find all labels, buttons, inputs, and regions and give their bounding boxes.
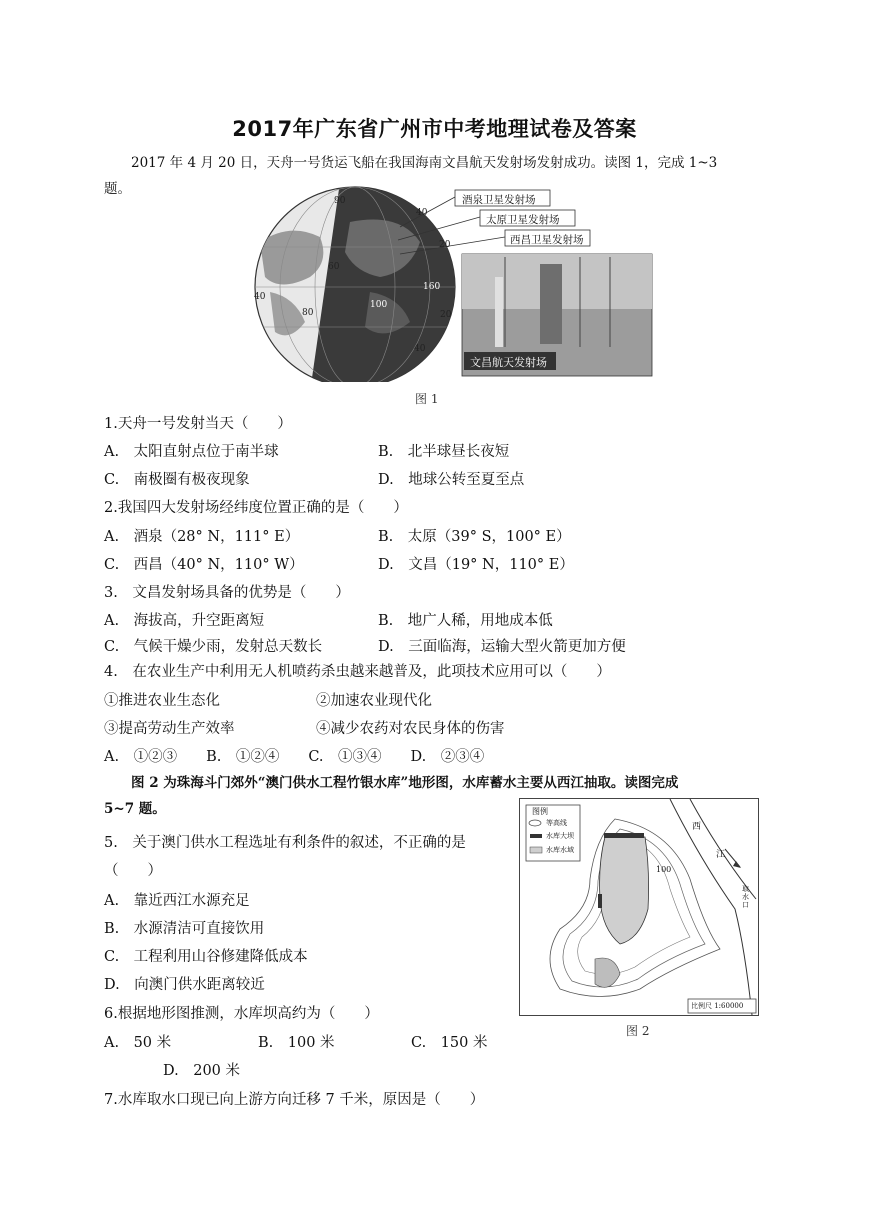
q4-item-4: ④减少农药对农民身体的伤害	[316, 721, 505, 737]
q1-option-a: A. 太阳直射点位于南半球	[104, 444, 279, 460]
figure-1-caption: 图 1	[415, 392, 439, 406]
globe-number: 40	[414, 344, 426, 354]
q6-option-c: C. 150 米	[411, 1035, 488, 1051]
intake-label: 取水口	[742, 885, 749, 909]
globe-number: 40	[416, 208, 428, 218]
q5-option-b: B. 水源清洁可直接饮用	[104, 921, 265, 937]
figure-2-caption: 图 2	[626, 1024, 650, 1038]
q6-option-a: A. 50 米	[104, 1035, 172, 1051]
q4-item-3: ③提高劳动生产效率	[104, 721, 235, 737]
q4-item-1: ①推进农业生态化	[104, 693, 220, 709]
q5-option-a: A. 靠近西江水源充足	[104, 893, 250, 909]
legend-water: 水库水域	[546, 846, 574, 854]
q5-stem: 5. 关于澳门供水工程选址有利条件的叙述，不正确的是	[104, 835, 466, 851]
q6-option-d: D. 200 米	[163, 1063, 241, 1079]
figure-2-map	[519, 798, 759, 1016]
q2-option-b: B. 太原（39° S，100° E）	[378, 529, 571, 545]
label-xichang: 西昌卫星发射场	[510, 234, 584, 246]
label-wenchang: 文昌航天发射场	[470, 356, 547, 369]
q5-option-d: D. 向澳门供水距离较近	[104, 977, 265, 993]
q3-option-b: B. 地广人稀，用地成本低	[378, 613, 553, 629]
q4-answers: A. ①②③ B. ①②④ C. ①③④ D. ②③④	[104, 749, 485, 765]
intro-line-2: 题。	[104, 181, 131, 197]
q2-stem: 2.我国四大发射场经纬度位置正确的是（ ）	[104, 500, 408, 516]
intro2-line-2: 5~7 题。	[104, 801, 166, 817]
label-taiyuan: 太原卫星发射场	[486, 214, 560, 226]
q1-option-c: C. 南极圈有极夜现象	[104, 472, 250, 488]
q4-item-2: ②加速农业现代化	[316, 693, 432, 709]
legend-title: 图例	[532, 807, 548, 816]
q6-option-b: B. 100 米	[258, 1035, 335, 1051]
page-title: 2017年广东省广州市中考地理试卷及答案	[232, 117, 637, 141]
q4-stem: 4. 在农业生产中利用无人机喷药杀虫越来越普及，此项技术应用可以（ ）	[104, 664, 611, 680]
q3-stem: 3. 文昌发射场具备的优势是（ ）	[104, 585, 350, 601]
q1-option-d: D. 地球公转至夏至点	[378, 472, 525, 488]
globe-number: 20	[439, 240, 451, 250]
river-label-1: 西	[692, 822, 702, 832]
globe-number: 160	[423, 282, 441, 292]
globe-illustration	[250, 182, 660, 382]
q3-option-d: D. 三面临海，运输大型火箭更加方便	[378, 639, 626, 655]
figure-1	[250, 182, 660, 382]
scale-label: 比例尺 1:60000	[691, 1002, 744, 1010]
q2-option-c: C. 西昌（40° N，110° W）	[104, 557, 304, 573]
globe-number: 100	[370, 300, 388, 310]
label-jiuquan: 酒泉卫星发射场	[462, 194, 536, 206]
globe-number: 20	[440, 310, 452, 320]
globe-number: 60	[328, 262, 340, 272]
q5-option-c: C. 工程利用山谷修建降低成本	[104, 949, 308, 965]
q2-option-d: D. 文昌（19° N，110° E）	[378, 557, 574, 573]
contour-value: 100	[656, 865, 672, 874]
intro-line-1: 2017 年 4 月 20 日，天舟一号货运飞船在我国海南文昌航天发射场发射成功。读图 1，完成 1~3	[131, 155, 718, 171]
globe-number: 40	[254, 292, 266, 302]
q2-option-a: A. 酒泉（28° N，111° E）	[104, 529, 300, 545]
q3-option-a: A. 海拔高，升空距离短	[104, 613, 265, 629]
legend-contour: 等高线	[546, 819, 567, 827]
q1-option-b: B. 北半球昼长夜短	[378, 444, 510, 460]
q3-option-c: C. 气候干燥少雨，发射总天数长	[104, 639, 323, 655]
q6-stem: 6.根据地形图推测，水库坝高约为（ ）	[104, 1006, 379, 1022]
q7-stem: 7.水库取水口现已向上游方向迁移 7 千米，原因是（ ）	[104, 1092, 485, 1108]
legend-dam: 水库大坝	[546, 832, 574, 840]
globe-number: 90	[334, 196, 346, 206]
q5-paren: （ ）	[104, 863, 162, 879]
q1-stem: 1.天舟一号发射当天（ ）	[104, 416, 292, 432]
river-label-2: 江	[716, 850, 726, 860]
globe-number: 80	[302, 308, 314, 318]
intro2-line-1: 图 2 为珠海斗门郊外“澳门供水工程竹银水库”地形图，水库蓄水主要从西江抽取。读图完成	[131, 775, 679, 791]
